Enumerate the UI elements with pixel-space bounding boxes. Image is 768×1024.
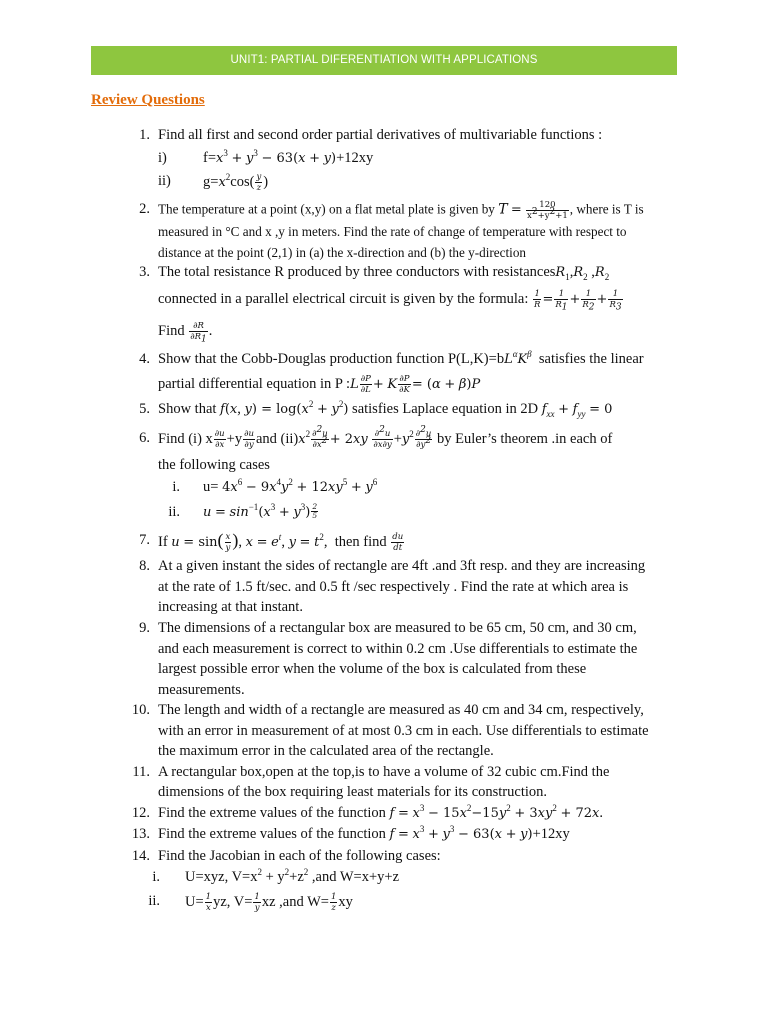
question-6-line-1: Find (i) x $\frac{\partial u}{\partial x}$ +y $\frac{\partial u}{\partial y}$ and $(ii)x^2$ $\frac{\partial^2u}{\partial x^2}$ + 2xy $\frac{\partial^2u}{\partial x\partial y}$ $+y^2$ $\frac{\partial^2u}{\partial y^2}$ by Euler’s theorem .in each of (158, 425, 613, 450)
q6-item-ii-label: ii. (168, 504, 180, 520)
question-8-line-3: increasing at that instant. (158, 599, 303, 615)
question-number: 4. (139, 351, 150, 367)
question-number: 1. (139, 127, 150, 143)
question-6-line-2: the following cases (158, 457, 270, 473)
question-number: 2. (139, 201, 150, 217)
question-1-text: Find all first and second order partial derivatives of multivariable functions : (158, 127, 603, 143)
unit-header-banner: UNIT1: PARTIAL DIFERENTIATION WITH APPLICATIONS (91, 46, 677, 75)
question-9-line-3: largest possible error when the volume of the box is calculated from these (158, 661, 587, 677)
question-number: 14. (131, 848, 150, 864)
q14-item-i-expr: U=xyz, $V=x^2 + y^2+z^2$ ,and W=x+y+z (185, 867, 399, 885)
question-number: 3. (139, 264, 150, 280)
question-9-line-2: and each measurement is correct to within 0.2 cm .Use differentials to estimate the (158, 641, 638, 657)
question-2-line-1: The temperature at a point (x,y) on a flat metal plate is given by T = $\frac{120}{x^2+y^2+1}$ , where is T is (158, 200, 644, 221)
question-10-line-1: The length and width of a rectangle are measured as 40 cm and 34 cm, respectively, (158, 702, 644, 718)
q14-item-ii-label: ii. (148, 893, 160, 909)
section-title: Review Questions (91, 92, 205, 108)
q1-item-ii-label: ii) (158, 173, 171, 189)
question-number: 13. (131, 826, 150, 842)
question-number: 9. (139, 620, 150, 636)
question-13-line-1: Find the extreme values of the function $f = x^3 + y^3 - 63(x + y)+12xy$ (158, 824, 570, 842)
q14-item-ii-expr: U= $\frac{1}{x}$ yz, V= $\frac{1}{y}$ xz ,and W= $\frac{1}{z}$ xy (185, 892, 353, 913)
question-9-line-1: The dimensions of a rectangular box are measured to be 65 cm, 50 cm, and 30 cm, (158, 620, 637, 636)
q1-item-ii-expr: $g=x^2\cos$( $\frac{y}{z}$ ) (203, 172, 269, 193)
q1-item-i-expr: $f=x^3 + y^3 - 63(x + y)+12xy$ (203, 148, 374, 166)
question-2-line-3: distance at the point (2,1) in (a) the x-direction and (b) the y-direction (158, 245, 527, 260)
question-8-line-1: At a given instant the sides of rectangle are 4ft .and 3ft resp. and they are increasing (158, 558, 646, 574)
question-14-line-1: Find the Jacobian in each of the following cases: (158, 848, 441, 864)
question-3-line-3: Find $\frac{\partial R}{\partial R_1}$ . (158, 321, 213, 345)
question-7-line-1: If u = sin( $\frac{x}{y}$ ), $x = e^t$, $y = t^2$, then find $\frac{du}{dt}$ (158, 530, 404, 554)
q6-item-i-expr: $u= 4x^6 - 9x^4y^2 + 12xy^5 + y^6$ (203, 477, 378, 495)
question-4-line-2: partial differential equation in P :L $\frac{\partial P}{\partial L}$ + K $\frac{\partial P}{\partial K}$ = (α + β)P (158, 374, 481, 395)
question-10-line-3: the maximum error in the calculated area of the rectangle. (158, 743, 494, 759)
question-9-line-4: measurements. (158, 682, 245, 698)
question-12-line-1: Find the extreme values of the function $f = x^3 - 15x^2-15y^2 + 3xy^2 + 72x$. (158, 803, 603, 821)
question-number: 11. (132, 764, 150, 780)
question-11-line-1: A rectangular box,open at the top,is to have a volume of 32 cubic cm.Find the (158, 764, 610, 780)
question-number: 6. (139, 430, 150, 446)
question-11-line-2: dimensions of the box requiring least materials for its construction. (158, 784, 548, 800)
question-number: 12. (131, 805, 150, 821)
q1-item-i-label: i) (158, 150, 167, 166)
question-3-line-1: The total resistance R produced by three conductors with $resistancesR_1,R_2$ $,R_2$ (158, 264, 610, 282)
question-number: 5. (139, 401, 150, 417)
question-3-line-2: connected in a parallel electrical circuit is given by the formula: $\frac{1}{R}$ = $\frac{1}{R_1}$ + $\frac{1}{R_2}$ + $\frac{1}{R_3}$ (158, 289, 622, 313)
question-2-line-2: measured in °C and x ,y in meters. Find the rate of change of temperature with respect to (158, 224, 627, 239)
q6-item-ii-expr: $u = \sin^{-1}(x^3 + y^3)$ $\frac{2}{5}$ (203, 502, 318, 520)
question-number: 7. (139, 532, 150, 548)
question-number: 10. (131, 702, 150, 718)
q14-item-i-label: i. (152, 869, 160, 885)
question-5-line-1: Show that f(x, $y) = \log(x^2 + y^2)$ satisfies Laplace equation in 2D $f_{xx} + f_{yy} = 0$ (158, 399, 613, 419)
q6-item-i-label: i. (172, 479, 180, 495)
question-8-line-2: at the rate of 1.5 ft/sec. and 0.5 ft /sec respectively . Find the rate at which area is (158, 579, 629, 595)
question-number: 8. (139, 558, 150, 574)
question-4-line-1: Show that the Cobb-Douglas production function $P(L,K)=bL^\alpha K^\beta$ satisfies the linear (158, 349, 644, 367)
question-10-line-2: with an error in measurement of at most 0.3 cm in each. Use differentials to estimate (158, 723, 649, 739)
